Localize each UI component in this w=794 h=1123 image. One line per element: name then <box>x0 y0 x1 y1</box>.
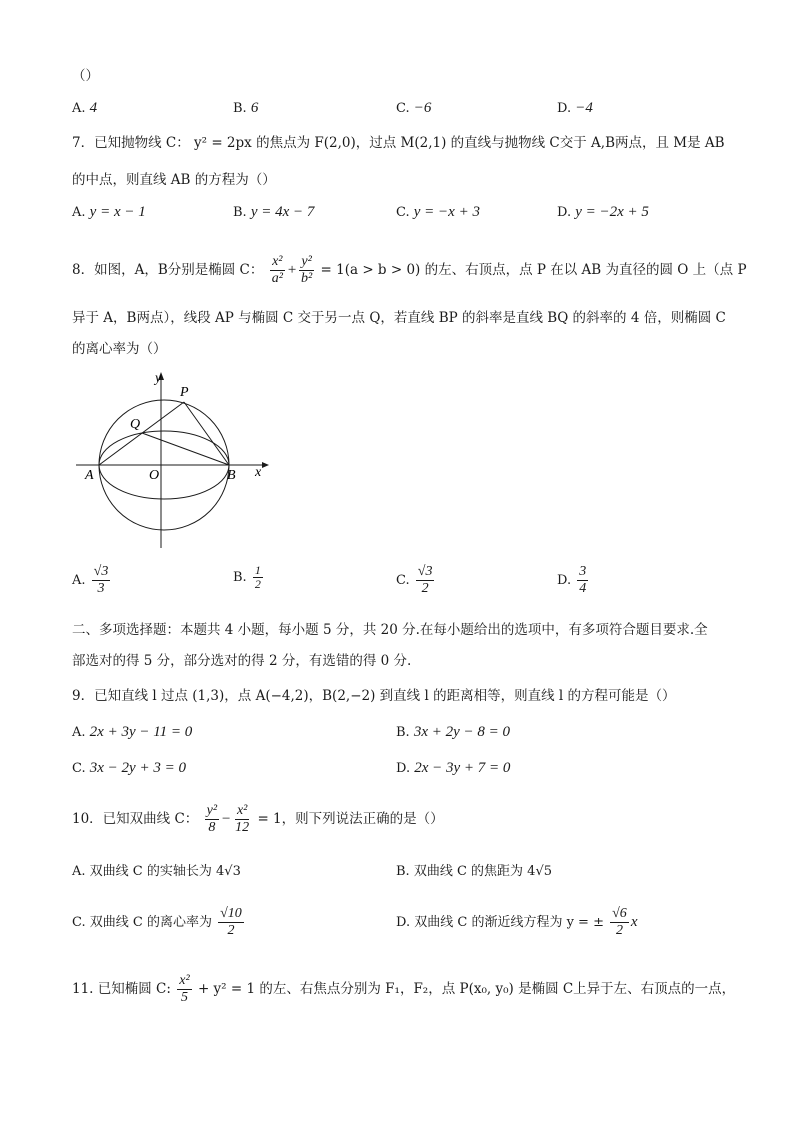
q6-tail: （） <box>72 68 99 84</box>
q11-suffix: + y² = 1 的左、右焦点分别为 F₁，F₂，点 P(x₀, y₀) 是椭圆 C上异于左、右顶点的一点， <box>197 981 736 997</box>
option-fraction <box>92 564 111 597</box>
fraction-denominator: 2 <box>421 581 429 596</box>
q9-option-b[interactable] <box>396 722 510 743</box>
q8-option-c[interactable] <box>396 564 436 597</box>
fraction-denominator: b² <box>301 271 313 286</box>
q7-stem-line2: 的中点，则直线 AB 的方程为（） <box>72 172 276 188</box>
segment-ap <box>99 402 184 465</box>
q7-option-d[interactable] <box>557 202 649 223</box>
option-text: 双曲线 C 的渐近线方程为 y = ± <box>414 915 604 930</box>
option-text: 双曲线 C 的焦距为 4√5 <box>413 864 552 879</box>
fraction-denominator: 2 <box>227 923 235 938</box>
fraction-numerator: y² <box>301 254 312 269</box>
label-p: P <box>180 385 189 400</box>
option-label: A. <box>72 205 86 220</box>
segment-qb <box>142 433 229 465</box>
fraction-denominator: 2 <box>254 577 261 591</box>
q10-option-d[interactable] <box>396 906 637 939</box>
q9-option-c[interactable] <box>72 758 186 779</box>
option-label: B. <box>233 570 247 585</box>
fraction-numerator: √3 <box>417 564 433 579</box>
fraction-numerator: √6 <box>612 906 627 921</box>
q11-prefix: 11. 已知椭圆 C: <box>72 981 171 997</box>
ellipse-x-fraction <box>270 254 285 287</box>
fraction-denominator: 5 <box>180 990 188 1005</box>
q9-option-d[interactable] <box>396 758 510 779</box>
option-value: 6 <box>250 100 259 116</box>
label-q: Q <box>130 417 141 432</box>
option-label: D. <box>557 573 572 588</box>
q6-option-a[interactable] <box>72 98 97 119</box>
option-text: 双曲线 C 的实轴长为 4√3 <box>89 864 241 879</box>
q8-stem-line1 <box>72 254 747 287</box>
q10-option-c[interactable] <box>72 906 246 939</box>
option-label: A. <box>72 101 86 116</box>
fraction-numerator: x² <box>272 254 283 269</box>
hyperbola-y-fraction <box>205 803 219 836</box>
option-fraction <box>610 906 629 939</box>
option-value: −6 <box>413 100 432 116</box>
fraction-denominator: 4 <box>579 581 587 596</box>
option-value: −4 <box>575 100 593 116</box>
option-label: B. <box>233 205 247 220</box>
option-label: C. <box>72 915 86 930</box>
q8-option-b[interactable] <box>233 564 265 591</box>
label-o: O <box>149 468 160 483</box>
q8-stem-line3: 的离心率为（） <box>72 341 167 357</box>
label-b: B <box>227 468 236 483</box>
option-tail: x <box>630 914 638 930</box>
q7-stem-line1: 7．已知抛物线 C： y² = 2px 的焦点为 F(2,0)，过点 M(2,1) 的直线与抛物线 C交于 A,B两点，且 M是 AB <box>72 135 725 151</box>
option-value: y = −2x + 5 <box>575 204 649 220</box>
option-label: D. <box>557 101 572 116</box>
minus-sign: − <box>221 811 232 827</box>
option-label: D. <box>396 915 411 930</box>
q11-stem <box>72 973 735 1006</box>
q6-option-b[interactable] <box>233 98 258 119</box>
label-y: y <box>155 371 162 386</box>
ellipse-circle-figure <box>72 368 272 552</box>
option-fraction <box>577 564 588 597</box>
fraction-denominator: 12 <box>235 820 250 835</box>
option-value: y = −x + 3 <box>413 204 480 220</box>
ellipse-x-fraction <box>177 973 191 1006</box>
hyperbola-x-fraction <box>233 803 251 836</box>
q6-option-c[interactable] <box>396 98 431 119</box>
option-value: y = x − 1 <box>89 204 146 220</box>
section2-instructions-line1: 二、多项选择题：本题共 4 小题，每小题 5 分，共 20 分.在每小题给出的选项中，有多项符合题目要求.全 <box>72 622 708 638</box>
option-label: B. <box>233 101 247 116</box>
fraction-numerator: √10 <box>220 906 242 921</box>
option-value: 3x − 2y + 3 = 0 <box>89 760 186 776</box>
option-value: 3x + 2y − 8 = 0 <box>413 724 511 740</box>
label-x: x <box>255 465 262 480</box>
q9-option-a[interactable] <box>72 722 192 743</box>
option-value: 4 <box>89 100 98 116</box>
option-label: B. <box>396 725 410 740</box>
q8-suffix: = 1(a > b > 0) 的左、右顶点，点 P 在以 AB 为直径的圆 O 上（点 P <box>320 262 747 278</box>
option-value: y = 4x − 7 <box>250 204 315 220</box>
q10-suffix: = 1，则下列说法正确的是（） <box>257 811 444 827</box>
q8-prefix: 8．如图，A，B分别是椭圆 C： <box>72 262 264 278</box>
option-label: C. <box>396 101 410 116</box>
q7-option-b[interactable] <box>233 202 314 223</box>
option-label: C. <box>396 573 410 588</box>
option-label: C. <box>72 761 86 776</box>
option-label: B. <box>396 864 410 879</box>
option-label: C. <box>396 205 410 220</box>
fraction-numerator: 1 <box>254 563 261 577</box>
option-fraction <box>253 564 263 591</box>
section2-instructions-line2: 部选对的得 5 分，部分选对的得 2 分，有选错的得 0 分. <box>72 653 412 669</box>
fraction-numerator: x² <box>236 803 248 818</box>
x-axis-arrow <box>262 462 269 468</box>
q10-stem <box>72 803 444 836</box>
fraction-denominator: 8 <box>208 820 216 835</box>
q6-option-d[interactable] <box>557 98 593 119</box>
option-fraction <box>416 564 435 597</box>
option-value: 2x − 3y + 7 = 0 <box>414 760 511 776</box>
fraction-numerator: √3 <box>93 564 109 579</box>
option-label: A. <box>72 573 86 588</box>
fraction-denominator: a² <box>271 271 283 286</box>
ellipse-y-fraction <box>299 254 314 287</box>
q8-option-d[interactable] <box>557 564 590 597</box>
q8-stem-line2: 异于 A，B两点），线段 AP 与椭圆 C 交于另一点 Q，若直线 BP 的斜率是直线 BQ 的斜率的 4 倍，则椭圆 C <box>72 310 726 326</box>
q10-option-a[interactable] <box>72 862 241 882</box>
option-text: 双曲线 C 的离心率为 <box>89 915 212 930</box>
q8-option-a[interactable] <box>72 564 112 597</box>
option-fraction <box>218 906 244 939</box>
option-label: D. <box>396 761 411 776</box>
q10-prefix: 10．已知双曲线 C： <box>72 811 199 827</box>
fraction-denominator: 3 <box>97 581 105 596</box>
fraction-numerator: y² <box>206 803 218 818</box>
option-value: 2x + 3y − 11 = 0 <box>89 724 193 740</box>
option-label: A. <box>72 864 86 879</box>
fraction-numerator: x² <box>179 973 190 988</box>
label-a: A <box>85 468 94 483</box>
plus-sign: + <box>286 262 298 278</box>
q7-option-c[interactable] <box>396 202 480 223</box>
option-label: A. <box>72 725 86 740</box>
fraction-numerator: 3 <box>579 564 587 579</box>
q9-stem: 9．已知直线 l 过点 (1,3)，点 A(−4,2)，B(2,−2) 到直线 l 的距离相等，则直线 l 的方程可能是（） <box>72 688 676 704</box>
option-label: D. <box>557 205 572 220</box>
q7-option-a[interactable] <box>72 202 146 223</box>
fraction-denominator: 2 <box>615 923 623 938</box>
q10-option-b[interactable] <box>396 862 552 882</box>
